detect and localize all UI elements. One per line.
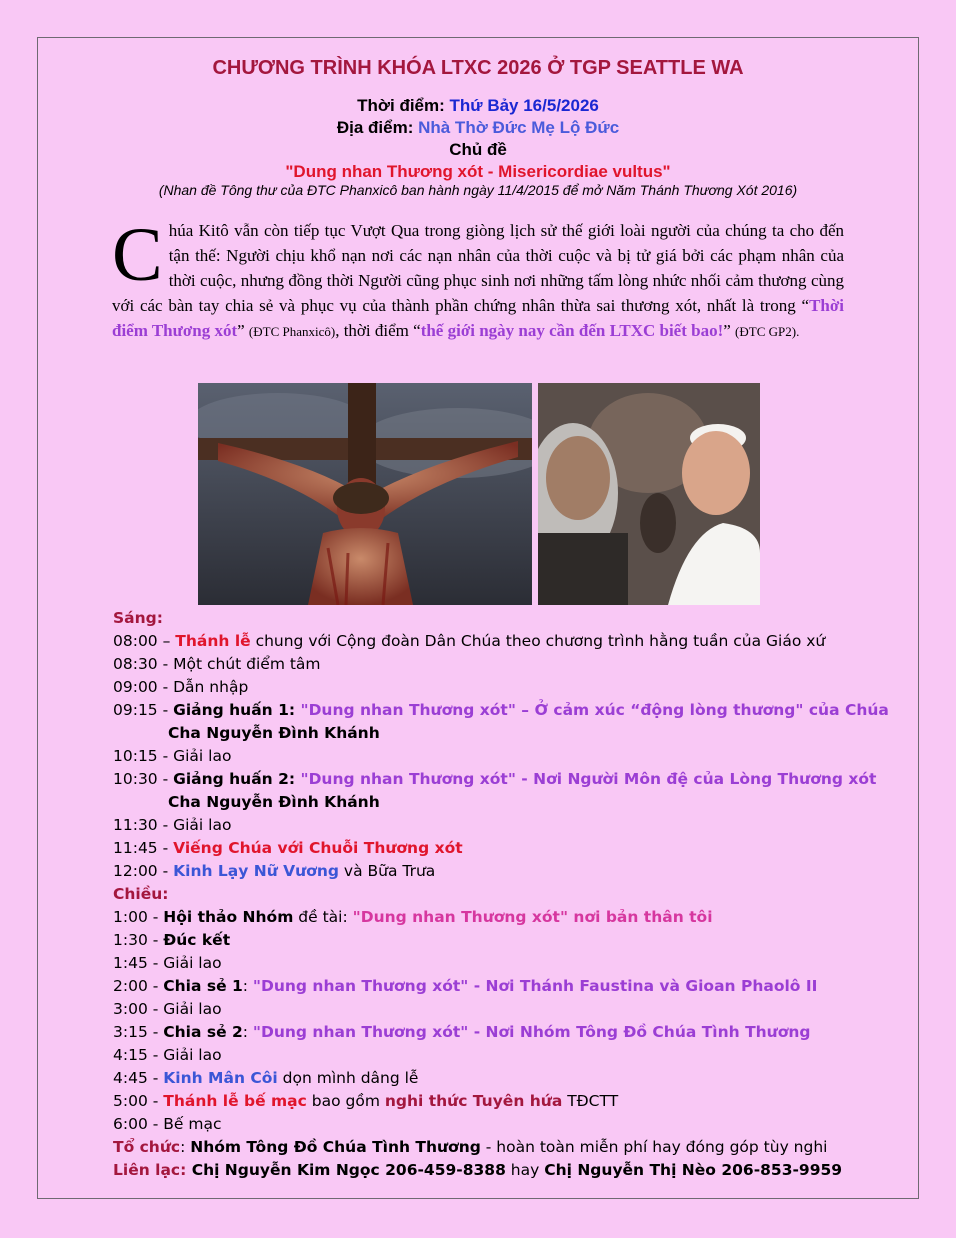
speaker-name: Cha Nguyễn Đình Khánh: [168, 793, 380, 811]
row-text: :: [180, 1138, 191, 1156]
row-label: Giảng huấn 2:: [173, 770, 296, 788]
theme-label: Chủ đề: [449, 140, 507, 159]
intro-highlight-1: Thời điểm Thương xót: [112, 296, 844, 340]
contact-label: Liên lạc:: [113, 1161, 187, 1179]
schedule-row: [113, 837, 913, 860]
row-time: 4:45 -: [113, 1069, 164, 1087]
row-time: 11:45 -: [113, 839, 174, 857]
row-highlight: "Dung nhan Thương xót" – Ở cảm xúc “động lòng thương" của Chúa: [295, 701, 889, 719]
row-label: Chia sẻ 1: [163, 977, 243, 995]
schedule-row: [113, 1090, 913, 1113]
intro-text: húa Kitô vẫn còn tiếp tục Vượt Qua trong giòng lịch sử thế giới loài người của chúng ta cho đến tận thế: Người chịu khổ nạn nơi các nạn nhân của thời cuộc và bị tử giá bởi các phạm nhân của thời cuộc, nhưng đồng thời Người cũng phục sinh nơi những tấm lòng nhức nhối cảm thương cùng với các bàn tay chia sẻ và phục vụ của thành phần chứng nhân thừa sai thương xót, nhất là trong “: [112, 221, 844, 315]
intro-text: , thời điểm “: [335, 321, 421, 340]
time-line: Thời điểm: Thứ Bảy 16/5/2026: [357, 96, 599, 115]
afternoon-heading: Chiều:: [113, 885, 169, 903]
schedule-row: [113, 906, 913, 929]
row-text: đề tài:: [293, 908, 353, 926]
schedule-row: [113, 768, 913, 791]
row-highlight: Kinh Mân Côi: [163, 1069, 278, 1087]
schedule-row: 09:00 - Dẫn nhập: [113, 678, 249, 696]
pope-francis-photo: [538, 383, 760, 605]
organizer-name: Nhóm Tông Đồ Chúa Tình Thương: [190, 1138, 481, 1156]
row-highlight: Viếng Chúa với Chuỗi Thương xót: [173, 839, 463, 857]
theme-value: "Dung nhan Thương xót - Misericordiae vultus": [285, 162, 671, 181]
row-highlight: "Dung nhan Thương xót" - Nơi Nhóm Tông Đồ Chúa Tình Thương: [252, 1023, 811, 1041]
theme-note: (Nhan đề Tông thư của ĐTC Phanxicô ban hành ngày 11/4/2015 để mở Năm Thánh Thương Xót 2016): [158, 182, 798, 198]
row-label: Hội thảo Nhóm: [163, 908, 294, 926]
row-time: 5:00 -: [113, 1092, 164, 1110]
schedule-row: [113, 630, 913, 653]
row-time: 1:00 -: [113, 908, 164, 926]
row-text: - hoàn toàn miễn phí hay đóng góp tùy nghi: [480, 1138, 828, 1156]
time-label: Thời điểm: [357, 96, 440, 115]
row-text: dọn mình dâng lễ: [277, 1069, 419, 1087]
row-text: hay: [505, 1161, 545, 1179]
schedule-row: 6:00 - Bế mạc: [113, 1115, 222, 1133]
row-time: 1:30 -: [113, 931, 164, 949]
crucifixion-photo: [198, 383, 532, 605]
row-text: :: [242, 1023, 253, 1041]
place-value: Nhà Thờ Đức Mẹ Lộ Đức: [418, 118, 620, 137]
row-text: chung với Cộng đoàn Dân Chúa theo chương trình hằng tuần của Giáo xứ: [250, 632, 826, 650]
contact-line: [113, 1159, 913, 1182]
schedule-row: 1:45 - Giải lao: [113, 954, 222, 972]
schedule: [113, 607, 913, 1182]
contact-person-2: Chị Nguyễn Thị Nèo 206-853-9959: [544, 1161, 843, 1179]
schedule-row: 10:15 - Giải lao: [113, 747, 232, 765]
intro-source-1: (ĐTC Phanxicô): [248, 324, 336, 339]
row-label: Giảng huấn 1:: [173, 701, 296, 719]
row-text: :: [242, 977, 253, 995]
schedule-row: [113, 1021, 913, 1044]
row-text: bao gồm: [306, 1092, 385, 1110]
schedule-row: 11:30 - Giải lao: [113, 816, 232, 834]
intro-paragraph: [112, 213, 844, 344]
drop-cap: C: [112, 213, 163, 297]
intro-source-2: (ĐTC GP2).: [735, 324, 800, 339]
row-time: 10:30 -: [113, 770, 174, 788]
schedule-row: 08:30 - Một chút điểm tâm: [113, 655, 321, 673]
row-label: Đúc kết: [163, 931, 231, 949]
speaker-name: Cha Nguyễn Đình Khánh: [168, 724, 380, 742]
row-highlight: "Dung nhan Thương xót" nơi bản thân tôi: [352, 908, 713, 926]
row-time: 12:00 -: [113, 862, 174, 880]
row-time: 2:00 -: [113, 977, 164, 995]
intro-text: ”: [723, 321, 736, 340]
row-highlight: "Dung nhan Thương xót" - Nơi Người Môn đệ của Lòng Thương xót: [295, 770, 877, 788]
schedule-row: 3:00 - Giải lao: [113, 1000, 222, 1018]
schedule-row: [113, 1067, 913, 1090]
intro-text: ”: [237, 321, 249, 340]
schedule-row: [113, 699, 913, 722]
row-highlight: "Dung nhan Thương xót" - Nơi Thánh Faustina và Gioan Phaolô II: [252, 977, 818, 995]
row-time: 08:00 –: [113, 632, 176, 650]
intro-highlight-2: thế giới ngày nay cần đến LTXC biết bao!: [420, 321, 724, 340]
row-time: 09:15 -: [113, 701, 174, 719]
place-label: Địa điểm: [336, 118, 408, 137]
time-value: Thứ Bảy 16/5/2026: [449, 96, 599, 115]
row-label: Chia sẻ 2: [163, 1023, 243, 1041]
schedule-row: [113, 975, 913, 998]
row-highlight: Thánh lễ: [175, 632, 251, 650]
organizer-line: [113, 1136, 913, 1159]
schedule-row: [113, 929, 913, 952]
organizer-label: Tổ chức: [113, 1138, 181, 1156]
schedule-row: 4:15 - Giải lao: [113, 1046, 222, 1064]
row-highlight: Thánh lễ bế mạc: [163, 1092, 307, 1110]
row-highlight: nghi thức Tuyên hứa: [384, 1092, 563, 1110]
morning-heading: Sáng:: [113, 609, 163, 627]
contact-person-1: Chị Nguyễn Kim Ngọc 206-459-8388: [186, 1161, 506, 1179]
row-text: TĐCTT: [562, 1092, 619, 1110]
place-line: Địa điểm: Nhà Thờ Đức Mẹ Lộ Đức: [336, 118, 620, 137]
row-text: và Bữa Trưa: [338, 862, 436, 880]
row-time: 3:15 -: [113, 1023, 164, 1041]
row-highlight: Kinh Lạy Nữ Vương: [173, 862, 339, 880]
page-title: CHƯƠNG TRÌNH KHÓA LTXC 2026 Ở TGP SEATTLE WA: [212, 57, 744, 79]
schedule-row: [113, 860, 913, 883]
